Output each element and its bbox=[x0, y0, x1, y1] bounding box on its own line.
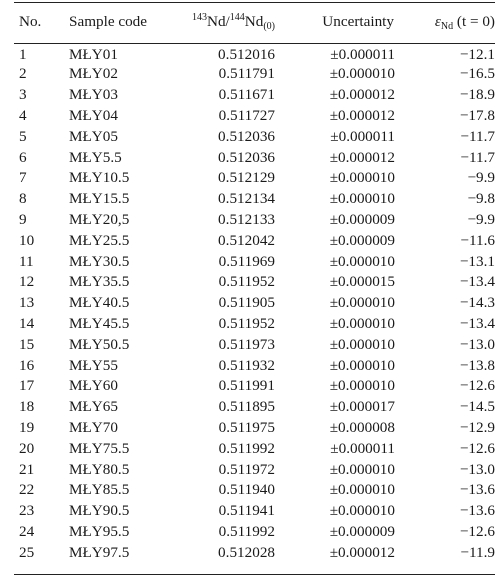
cell-uncertainty: ±0.000010 bbox=[329, 294, 395, 312]
cell-uncertainty: ±0.000011 bbox=[330, 439, 395, 457]
cell-epsilon-nd: −16.5 bbox=[459, 65, 495, 83]
cell-no: 4 bbox=[19, 106, 27, 124]
cell-sample-code: MŁY10.5 bbox=[69, 169, 130, 187]
table-row bbox=[14, 334, 495, 355]
cell-epsilon-nd: −14.3 bbox=[459, 294, 495, 312]
cell-sample-code: MŁY5.5 bbox=[69, 148, 122, 166]
cell-epsilon-nd: −11.9 bbox=[460, 543, 495, 561]
cell-sample-code: MŁY75.5 bbox=[69, 439, 130, 457]
table-row bbox=[14, 251, 495, 272]
cell-uncertainty: ±0.000010 bbox=[329, 460, 395, 478]
cell-no: 13 bbox=[19, 294, 35, 312]
table-row bbox=[14, 147, 495, 168]
cell-nd-ratio: 0.511992 bbox=[218, 439, 275, 457]
cell-sample-code: MŁY03 bbox=[69, 86, 118, 104]
table-row bbox=[14, 376, 495, 397]
cell-epsilon-nd: −13.0 bbox=[459, 335, 495, 353]
header-no: No. bbox=[19, 13, 42, 30]
table-row bbox=[14, 542, 495, 563]
cell-no: 12 bbox=[19, 273, 35, 291]
cell-no: 21 bbox=[19, 460, 35, 478]
cell-sample-code: MŁY30.5 bbox=[69, 252, 130, 270]
cell-no: 14 bbox=[19, 314, 35, 332]
cell-nd-ratio: 0.511941 bbox=[218, 502, 275, 520]
cell-nd-ratio: 0.511972 bbox=[218, 460, 275, 478]
cell-sample-code: MŁY60 bbox=[69, 377, 118, 395]
cell-no: 6 bbox=[19, 148, 27, 166]
cell-uncertainty: ±0.000012 bbox=[329, 148, 395, 166]
cell-epsilon-nd: −9.9 bbox=[467, 210, 495, 228]
cell-sample-code: MŁY35.5 bbox=[69, 273, 130, 291]
cell-sample-code: MŁY80.5 bbox=[69, 460, 130, 478]
cell-nd-ratio: 0.511952 bbox=[218, 273, 275, 291]
cell-no: 1 bbox=[19, 46, 27, 63]
cell-epsilon-nd: −12.6 bbox=[459, 439, 495, 457]
cell-epsilon-nd: −12.6 bbox=[459, 377, 495, 395]
table-row bbox=[14, 210, 495, 231]
cell-nd-ratio: 0.511940 bbox=[218, 481, 275, 499]
nd-isotope-table bbox=[14, 0, 495, 563]
header-row bbox=[14, 0, 495, 43]
cell-nd-ratio: 0.512016 bbox=[218, 46, 275, 63]
cell-uncertainty: ±0.000010 bbox=[329, 190, 395, 208]
cell-epsilon-nd: −13.1 bbox=[459, 252, 495, 270]
cell-no: 16 bbox=[19, 356, 35, 374]
cell-nd-ratio: 0.511969 bbox=[218, 252, 275, 270]
bottom-rule bbox=[14, 574, 495, 575]
cell-no: 25 bbox=[19, 543, 35, 561]
cell-uncertainty: ±0.000010 bbox=[329, 377, 395, 395]
table-row bbox=[14, 168, 495, 189]
cell-sample-code: MŁY15.5 bbox=[69, 190, 130, 208]
cell-epsilon-nd: −12.1 bbox=[459, 46, 495, 63]
cell-epsilon-nd: −11.7 bbox=[460, 148, 495, 166]
cell-epsilon-nd: −13.4 bbox=[459, 273, 495, 291]
cell-sample-code: MŁY90.5 bbox=[69, 502, 130, 520]
header-sample-code: Sample code bbox=[69, 13, 148, 30]
cell-epsilon-nd: −18.9 bbox=[459, 86, 495, 104]
header-uncertainty: Uncertainty bbox=[322, 13, 394, 30]
cell-no: 10 bbox=[19, 231, 35, 249]
cell-nd-ratio: 0.511975 bbox=[218, 418, 275, 436]
table-row bbox=[14, 272, 495, 293]
cell-nd-ratio: 0.512028 bbox=[218, 543, 275, 561]
cell-epsilon-nd: −11.7 bbox=[460, 127, 495, 145]
cell-uncertainty: ±0.000010 bbox=[329, 335, 395, 353]
cell-no: 3 bbox=[19, 86, 27, 104]
table-row bbox=[14, 64, 495, 85]
table-row bbox=[14, 355, 495, 376]
table-body bbox=[14, 43, 495, 563]
cell-no: 17 bbox=[19, 377, 35, 395]
table-row bbox=[14, 126, 495, 147]
cell-nd-ratio: 0.512036 bbox=[218, 148, 275, 166]
table-row bbox=[14, 85, 495, 106]
cell-uncertainty: ±0.000012 bbox=[329, 543, 395, 561]
cell-nd-ratio: 0.511991 bbox=[218, 377, 275, 395]
cell-epsilon-nd: −12.6 bbox=[459, 522, 495, 540]
cell-uncertainty: ±0.000009 bbox=[329, 210, 395, 228]
cell-epsilon-nd: −9.9 bbox=[467, 169, 495, 187]
cell-no: 8 bbox=[19, 190, 27, 208]
cell-sample-code: MŁY25.5 bbox=[69, 231, 130, 249]
cell-sample-code: MŁY01 bbox=[69, 46, 118, 63]
cell-epsilon-nd: −11.6 bbox=[460, 231, 495, 249]
cell-epsilon-nd: −13.8 bbox=[459, 356, 495, 374]
header-nd-ratio bbox=[161, 0, 282, 43]
table-row bbox=[14, 459, 495, 480]
cell-sample-code: MŁY97.5 bbox=[69, 543, 130, 561]
table-row bbox=[14, 522, 495, 543]
header-ratio-sup2: 144 bbox=[229, 12, 245, 23]
cell-epsilon-nd: −13.6 bbox=[459, 481, 495, 499]
cell-sample-code: MŁY85.5 bbox=[69, 481, 130, 499]
cell-sample-code: MŁY95.5 bbox=[69, 522, 130, 540]
table-row bbox=[14, 230, 495, 251]
cell-sample-code: MŁY65 bbox=[69, 398, 118, 416]
cell-sample-code: MŁY70 bbox=[69, 418, 118, 436]
cell-epsilon-nd: −13.0 bbox=[459, 460, 495, 478]
cell-nd-ratio: 0.511992 bbox=[218, 522, 275, 540]
cell-sample-code: MŁY40.5 bbox=[69, 294, 130, 312]
cell-uncertainty: ±0.000011 bbox=[330, 127, 395, 145]
cell-epsilon-nd: −13.4 bbox=[459, 314, 495, 332]
cell-uncertainty: ±0.000010 bbox=[329, 314, 395, 332]
cell-epsilon-nd: −17.8 bbox=[459, 106, 495, 124]
cell-no: 24 bbox=[19, 522, 35, 540]
cell-nd-ratio: 0.512133 bbox=[218, 210, 275, 228]
cell-no: 5 bbox=[19, 127, 27, 145]
cell-sample-code: MŁY05 bbox=[69, 127, 118, 145]
cell-no: 23 bbox=[19, 502, 35, 520]
cell-nd-ratio: 0.511973 bbox=[218, 335, 275, 353]
cell-sample-code: MŁY50.5 bbox=[69, 335, 130, 353]
cell-nd-ratio: 0.511895 bbox=[218, 398, 275, 416]
cell-no: 15 bbox=[19, 335, 35, 353]
cell-nd-ratio: 0.512129 bbox=[218, 169, 275, 187]
table-header bbox=[14, 0, 495, 43]
table-row bbox=[14, 418, 495, 439]
cell-uncertainty: ±0.000010 bbox=[329, 252, 395, 270]
cell-sample-code: MŁY20,5 bbox=[69, 210, 130, 228]
cell-uncertainty: ±0.000010 bbox=[329, 65, 395, 83]
table-row bbox=[14, 43, 495, 64]
cell-nd-ratio: 0.511905 bbox=[218, 294, 275, 312]
cell-sample-code: MŁY02 bbox=[69, 65, 118, 83]
header-epsilon-symbol: ε bbox=[434, 13, 441, 30]
cell-no: 18 bbox=[19, 398, 35, 416]
cell-uncertainty: ±0.000009 bbox=[329, 231, 395, 249]
cell-nd-ratio: 0.511671 bbox=[218, 86, 275, 104]
table-row bbox=[14, 189, 495, 210]
table-row bbox=[14, 501, 495, 522]
cell-uncertainty: ±0.000011 bbox=[330, 46, 395, 63]
cell-nd-ratio: 0.511727 bbox=[218, 106, 275, 124]
cell-no: 22 bbox=[19, 481, 35, 499]
table-row bbox=[14, 480, 495, 501]
header-epsilon-condition: (t = 0) bbox=[456, 13, 495, 30]
cell-no: 9 bbox=[19, 210, 27, 228]
cell-nd-ratio: 0.512042 bbox=[218, 231, 275, 249]
cell-uncertainty: ±0.000017 bbox=[329, 398, 395, 416]
header-ratio-base1: Nd/ bbox=[206, 13, 230, 30]
header-ratio-sup1: 143 bbox=[191, 12, 207, 23]
header-ratio-base2: Nd bbox=[244, 13, 264, 30]
cell-nd-ratio: 0.512134 bbox=[218, 190, 275, 208]
cell-uncertainty: ±0.000009 bbox=[329, 522, 395, 540]
cell-nd-ratio: 0.511932 bbox=[218, 356, 275, 374]
table-row bbox=[14, 314, 495, 335]
header-ratio-sub: (0) bbox=[263, 21, 275, 32]
cell-uncertainty: ±0.000015 bbox=[329, 273, 395, 291]
table-row bbox=[14, 106, 495, 127]
cell-uncertainty: ±0.000008 bbox=[329, 418, 395, 436]
cell-uncertainty: ±0.000012 bbox=[329, 86, 395, 104]
cell-nd-ratio: 0.511952 bbox=[218, 314, 275, 332]
cell-epsilon-nd: −13.6 bbox=[459, 502, 495, 520]
cell-epsilon-nd: −14.5 bbox=[459, 398, 495, 416]
table-row bbox=[14, 397, 495, 418]
table-row bbox=[14, 293, 495, 314]
cell-uncertainty: ±0.000010 bbox=[329, 356, 395, 374]
cell-uncertainty: ±0.000010 bbox=[329, 502, 395, 520]
cell-no: 7 bbox=[19, 169, 27, 187]
cell-epsilon-nd: −12.9 bbox=[459, 418, 495, 436]
cell-no: 19 bbox=[19, 418, 35, 436]
cell-uncertainty: ±0.000010 bbox=[329, 169, 395, 187]
cell-sample-code: MŁY55 bbox=[69, 356, 118, 374]
cell-no: 20 bbox=[19, 439, 35, 457]
cell-no: 2 bbox=[19, 65, 27, 83]
table-row bbox=[14, 438, 495, 459]
cell-nd-ratio: 0.512036 bbox=[218, 127, 275, 145]
cell-uncertainty: ±0.000010 bbox=[329, 481, 395, 499]
header-epsilon-sub: Nd bbox=[440, 21, 454, 32]
cell-sample-code: MŁY45.5 bbox=[69, 314, 130, 332]
cell-epsilon-nd: −9.8 bbox=[467, 190, 495, 208]
cell-sample-code: MŁY04 bbox=[69, 106, 118, 124]
header-epsilon-nd bbox=[404, 0, 495, 43]
cell-nd-ratio: 0.511791 bbox=[218, 65, 275, 83]
cell-no: 11 bbox=[19, 252, 34, 270]
cell-uncertainty: ±0.000012 bbox=[329, 106, 395, 124]
